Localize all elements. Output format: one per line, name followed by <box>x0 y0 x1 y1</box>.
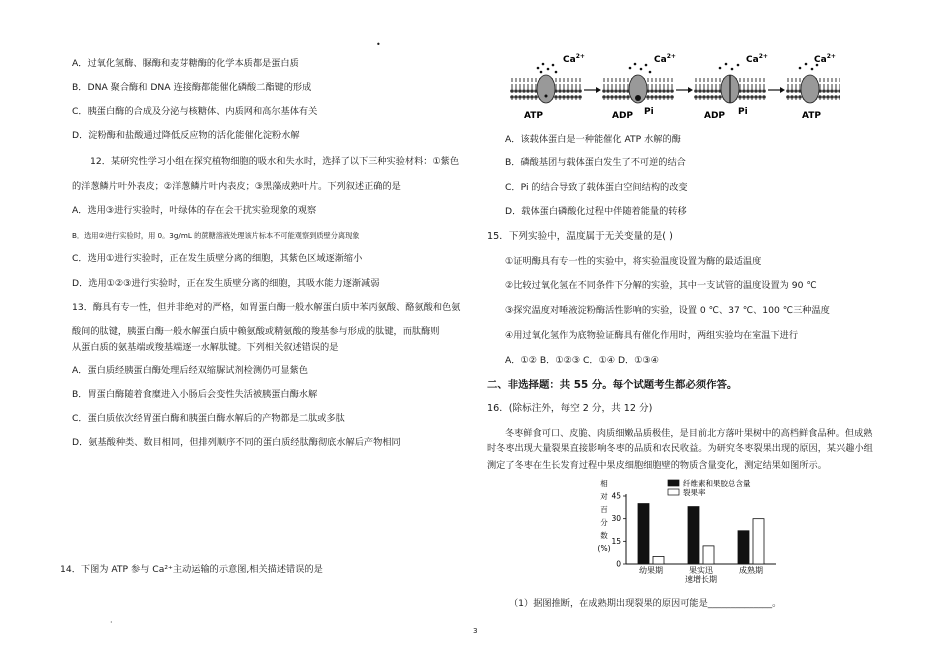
figure-panel-4 <box>786 53 840 121</box>
scan-dot: • <box>376 40 381 49</box>
q11-option-b: B．DNA 聚合酶和 DNA 连接酶都能催化磷酸二酯键的形成 <box>72 82 312 93</box>
q15-item-2: ②比较过氧化氢在不同条件下分解的实验，其中一支试管的温度设置为 90 ℃ <box>505 280 817 291</box>
x-category-label: 速增长期 <box>685 575 717 584</box>
ca-label-2: $Ca^{2+}$ <box>654 53 676 65</box>
q11-option-c: C．胰蛋白酶的合成及分泌与核糖体、内质网和高尔基体有关 <box>72 106 318 117</box>
bar-cellulose-pectin <box>638 504 649 564</box>
q15-stem: 15．下列实验中，温度属于无关变量的是( ) <box>487 231 673 242</box>
q13-stem-line2: 酸间的肽键，胰蛋白酶一般水解蛋白质中赖氨酸或精氨酸的羧基参与形成的肽键，而肽酶则 <box>72 326 440 337</box>
bar-chart-svg <box>598 476 788 588</box>
ca-label-3: $Ca^{2+}$ <box>746 53 768 65</box>
q16-heading: 16．(除标注外，每空 2 分，共 12 分) <box>487 403 653 414</box>
q13-option-c: C．蛋白质依次经胃蛋白酶和胰蛋白酶水解后的产物都是二肽或多肽 <box>72 413 345 424</box>
atp-label-1: ATP <box>524 111 544 121</box>
figure-panel-1 <box>510 53 585 121</box>
q14-option-a: A．该载体蛋白是一种能催化 ATP 水解的酶 <box>505 134 681 145</box>
adp-label-2: ADP <box>612 111 634 121</box>
bar-crack-rate <box>753 519 764 564</box>
q13-option-d: D．氨基酸种类、数目相同，但排列顺序不同的蛋白质经肽酶彻底水解后产物相同 <box>72 437 401 448</box>
x-category-label: 幼果期 <box>639 566 663 575</box>
q12-option-b: B．选用②进行实验时，用 0。3g/mL 的蔗糖溶液处理该片标本不可能观察到质壁分离现象 <box>72 231 360 240</box>
figure-panel-3 <box>694 53 768 121</box>
bar-chart <box>598 476 788 588</box>
q11-option-a: A．过氧化氢酶、脲酶和麦芽糖酶的化学本质都是蛋白质 <box>72 58 299 69</box>
legend-swatch <box>668 480 679 486</box>
pi-label-2: Pi <box>644 107 654 117</box>
bar-crack-rate <box>653 556 664 564</box>
q12-stem-line1: 12．某研究性学习小组在探究植物细胞的吸水和失水时，选择了以下三种实验材料：①紫色 <box>90 156 460 167</box>
q15-item-1: ①证明酶具有专一性的实验中，将实验温度设置为酶的最适温度 <box>505 256 762 267</box>
x-category-label: 果实迅 <box>689 566 713 575</box>
y-axis-label-char: 相 <box>600 479 608 488</box>
y-axis-label-char: 分 <box>600 518 608 527</box>
y-axis-label-char: (%) <box>598 544 611 553</box>
bar-cellulose-pectin <box>688 507 699 564</box>
q16-subquestion-1: （1）据图推断，在成熟期出现裂果的原因可能是______________。 <box>509 598 782 609</box>
y-axis-label-char: 对 <box>600 492 608 501</box>
legend-label: 裂果率 <box>683 488 706 497</box>
legend-swatch <box>668 489 679 495</box>
q14-option-b: B．磷酸基团与载体蛋白发生了不可逆的结合 <box>505 157 686 168</box>
bar-crack-rate <box>703 546 714 564</box>
ca-label-4: $Ca^{2+}$ <box>814 53 836 65</box>
y-axis-label-char: 数 <box>600 531 608 540</box>
y-tick-label: 30 <box>611 514 621 524</box>
bar-cellulose-pectin <box>738 531 749 564</box>
q14-option-c: C．Pi 的结合导致了载体蛋白空间结构的改变 <box>505 182 688 193</box>
q13-stem-line1: 13．酶具有专一性，但并非绝对的严格，如胃蛋白酶一般水解蛋白质中苯丙氨酸、酪氨酸和色氨 <box>72 302 461 313</box>
q15-item-3: ③探究温度对唾液淀粉酶活性影响的实验，设置 0 ℃、37 ℃、100 ℃三种温度 <box>505 305 830 316</box>
q16-paragraph-line3: 测定了冬枣在生长发育过程中果皮细胞细胞壁的物质含量变化，测定结果如图所示。 <box>487 460 827 471</box>
x-category-label: 成熟期 <box>739 566 763 575</box>
y-tick-label: 0 <box>616 559 621 569</box>
q12-option-c: C．选用①进行实验时，正在发生质壁分离的细胞，其紫色区域逐渐缩小 <box>72 253 363 264</box>
scan-dot-bottom: · <box>110 618 113 627</box>
adp-label-3: ADP <box>704 111 726 121</box>
y-axis-label-char: 百 <box>600 505 608 514</box>
q13-option-a: A．蛋白质经胰蛋白酶处理后经双缩脲试剂检测仍可显紫色 <box>72 365 308 376</box>
q12-stem-line2: 的洋葱鳞片叶外表皮；②洋葱鳞片叶内表皮；③黑藻成熟叶片。下列叙述正确的是 <box>72 181 401 192</box>
q16-paragraph-line1: 冬枣鲜食可口、皮脆、肉质细嫩品质极佳，是目前北方落叶果树中的高档鲜食品种。但成熟 <box>505 428 873 439</box>
atp-label-4: ATP <box>802 111 822 121</box>
q13-stem-line3: 从蛋白质的氨基端或羧基端逐一水解肽键。下列相关叙述错误的是 <box>72 342 339 353</box>
q14-stem: 14．下图为 ATP 参与 Ca²⁺主动运输的示意图,相关描述错误的是 <box>60 564 323 575</box>
legend-label: 纤维素和果胶总含量 <box>683 479 751 488</box>
section-2-heading: 二、非选择题：共 55 分。每个试题考生都必须作答。 <box>487 379 738 391</box>
q14-option-d: D．载体蛋白磷酸化过程中伴随着能量的转移 <box>505 206 687 217</box>
y-tick-label: 45 <box>611 491 621 501</box>
figure-panel-2 <box>602 53 676 121</box>
pi-label-3: Pi <box>738 107 748 117</box>
q11-option-d: D．淀粉酶和盐酸通过降低反应物的活化能催化淀粉水解 <box>72 130 300 141</box>
q12-option-a: A．选用③进行实验时，叶绿体的存在会干扰实验现象的观察 <box>72 205 317 216</box>
q15-options: A．①② B．①②③ C．①④ D．①③④ <box>505 355 659 366</box>
ca-label-1: $Ca^{2+}$ <box>563 53 585 65</box>
y-tick-label: 15 <box>611 536 621 546</box>
q15-item-4: ④用过氧化氢作为底物验证酶具有催化作用时，两组实验均在室温下进行 <box>505 330 799 341</box>
q16-paragraph-line2: 时冬枣出现大量裂果直接影响冬枣的品质和农民收益。为研究冬枣裂果出现的原因，某兴趣小组 <box>487 443 873 454</box>
q12-option-d: D．选用①②③进行实验时，正在发生质壁分离的细胞，其吸水能力逐渐减弱 <box>72 278 380 289</box>
page-number: 3 <box>473 626 478 635</box>
atp-calcium-transport-figure <box>510 50 840 122</box>
q13-option-b: B．胃蛋白酶随着食糜进入小肠后会变性失活被胰蛋白酶水解 <box>72 389 318 400</box>
